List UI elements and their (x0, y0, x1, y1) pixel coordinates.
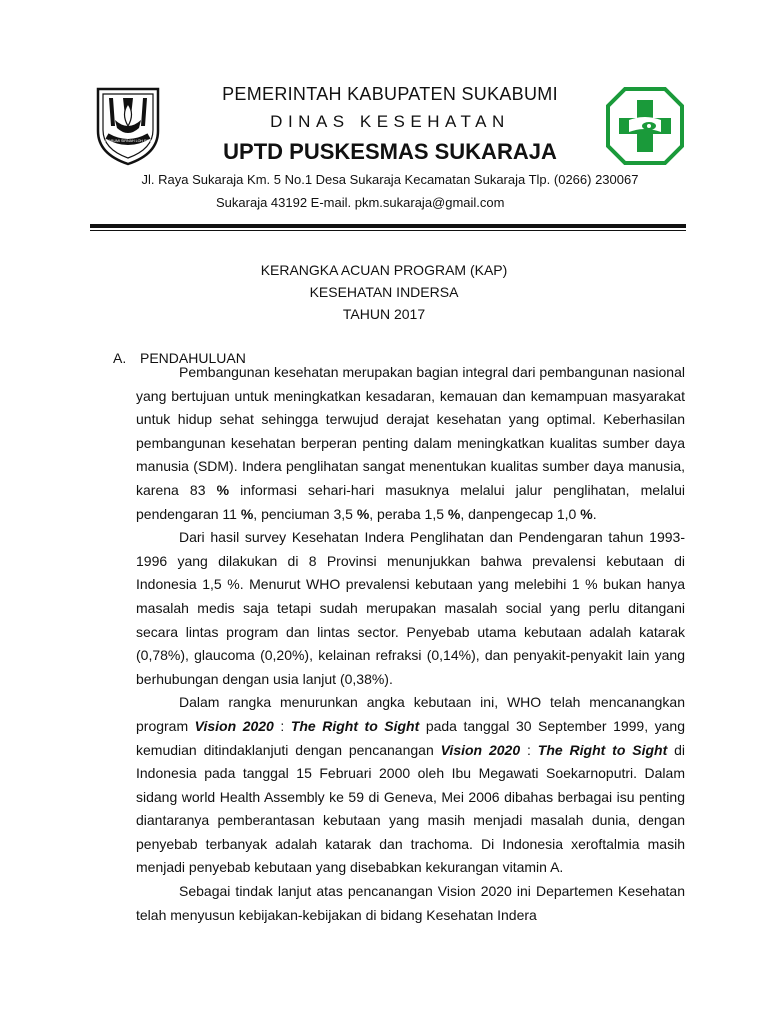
paragraph-3: Dalam rangka menurunkan angka kebutaan ini, WHO telah mencanangkan program Vision 2020 : The Right to Sight pada tanggal 30 September 1999, yang kemudian ditindaklanjuti dengan pencanangan Vision 2020 : The Right to Sight di Indonesia pada tanggal 15 Februari 2000 oleh Ibu Megawati Soekarnoputri. Dalam sidang world Health Assembly ke 59 di Geneva, Mei 2006 dibahas berbagai isu penting diantaranya pemberantasan kebutaan yang masih menjadi masalah dunia, dengan penyebab terbanyak adalah katarak dan trachoma. Di Indonesia xeroftalmia masih menjadi penyebab kebutaan yang disebabkan kekurangan vitamin A. (136, 694, 686, 876)
agency-name: DINAS KESEHATAN (270, 112, 510, 131)
letterhead-divider-thin (90, 230, 686, 231)
address-line: Jl. Raya Sukaraja Km. 5 No.1 Desa Sukaraja Kecamatan Sukaraja Tlp. (0266) 230067 (141, 172, 639, 187)
coat-of-arms-motto: SUKABUMI SIRNAH LOH RIPAH (101, 139, 155, 143)
paragraph-1: Pembangunan kesehatan merupakan bagian integral dari pembangunan nasional yang bertujuan untuk meningkatkan kesadaran, kemauan dan kemampuan masyarakat untuk hidup sehat sehingga terwujud derajat kesehatan yang optimal. Keberhasilan pembangunan kesehatan berperan penting dalam meningkatkan kualitas sumber daya manusia (SDM). Indera penglihatan sangat menentukan kualitas sumber daya manusia, karena 83 % informasi sehari-hari masuknya melalui jalur penglihatan, melalui pendengaran 11 %, penciuman 3,5 %, peraba 1,5 %, danpengecap 1,0 %. (136, 364, 685, 522)
institution-name: UPTD PUSKESMAS SUKARAJA (223, 139, 557, 164)
puskesmas-cross-icon (605, 86, 685, 166)
document-body (136, 361, 685, 927)
paragraph-4: Sebagai tindak lanjut atas pencanangan Vision 2020 ini Departemen Kesehatan telah menyusun kebijakan-kebijakan di bidang Kesehatan Indera (136, 883, 685, 923)
government-name: PEMERINTAH KABUPATEN SUKABUMI (222, 84, 558, 104)
paragraph-2: Dari hasil survey Kesehatan Indera Penglihatan dan Pendengaran tahun 1993-1996 yang dilakukan di 8 Provinsi menunjukkan bahwa prevalensi kebutaan di Indonesia 1,5 %. Menurut WHO prevalensi kebutaan yang melebihi 1 % bukan hanya masalah medis saja tetapi sudah merupakan masalah social yang perlu ditangani secara lintas program dan lintas sector. Penyebab utama kebutaan adalah katarak (0,78%), glaucoma (0,20%), kelainan refraksi (0,14%), dan penyakit-penyakit lain yang berhubungan dengan usia lanjut (0,38%). (136, 529, 685, 687)
document-year: TAHUN 2017 (342, 306, 426, 322)
section-title: PENDAHULUAN (140, 350, 246, 366)
postal-email-line: Sukaraja 43192 E-mail. pkm.sukaraja@gmail.com (216, 195, 505, 210)
letterhead-divider-thick (90, 224, 686, 228)
regency-coat-of-arms-icon (93, 86, 163, 166)
section-letter: A. (113, 350, 127, 366)
document-subtitle: KESEHATAN INDERSA (309, 284, 459, 300)
document-title: KERANGKA ACUAN PROGRAM (KAP) (260, 262, 508, 278)
